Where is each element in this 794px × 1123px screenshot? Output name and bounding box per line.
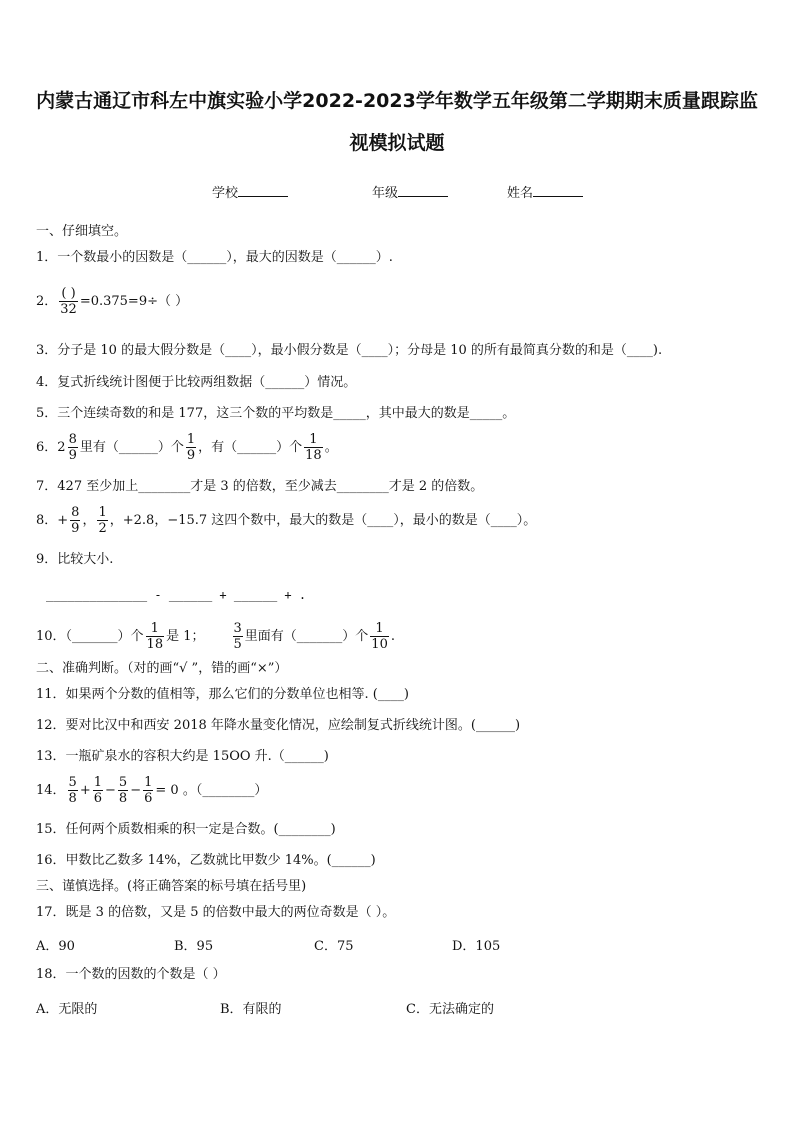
q2-numerator: ( ) [59, 286, 78, 302]
q10-fraction-3 [370, 621, 389, 652]
q10-f3-numerator: 1 [370, 621, 389, 637]
q6-whole: 2 [57, 440, 66, 455]
q6-mixed-number [57, 432, 80, 463]
q10-f1-numerator: 1 [146, 621, 165, 637]
q17-option-d: D．105 [452, 939, 501, 954]
minus-sign: − [130, 783, 142, 798]
q10-text-2: 里面有（_______）个 [244, 629, 369, 644]
question-13: 13．一瓶矿泉水的容积大约是 15OO 升.（______) [36, 749, 329, 764]
question-4: 4．复式折线统计图便于比较两组数据（______）情况。 [36, 375, 357, 390]
q18-option-b: B．有限的 [220, 1002, 282, 1017]
question-10 [36, 621, 395, 652]
q10-fraction-2 [233, 621, 243, 652]
name-field [507, 182, 583, 201]
q14-a-numerator: 5 [68, 775, 77, 790]
question-8 [36, 505, 536, 536]
q6-f2-numerator: 1 [186, 432, 196, 447]
q2-fraction [59, 286, 78, 317]
q14-a-denominator: 8 [68, 791, 77, 806]
section2-heading: 二、准确判断。（对的画“√ ”，错的画“×”） [36, 661, 288, 676]
q8-f2-denominator: 2 [98, 521, 107, 536]
question-12: 12．要对比汉中和西安 2018 年降水量变化情况，应绘制复式折线统计图。(______) [36, 718, 521, 733]
q8-f1-numerator: 8 [71, 505, 80, 520]
q14-number: 14． [36, 783, 66, 798]
school-blank [238, 184, 288, 197]
school-label: 学校 [212, 186, 239, 201]
question-5: 5．三个连续奇数的和是 177，这三个数的平均数是_____，其中最大的数是_____。 [36, 406, 516, 421]
q2-denominator: 32 [60, 302, 77, 317]
question-17: 17．既是 3 的倍数，又是 5 的倍数中最大的两位奇数是（ ）。 [36, 905, 396, 920]
section3-heading: 三、谨慎选择。(将正确答案的标号填在括号里) [36, 879, 307, 894]
q8-suffix: ，+2.8，−15.7 这四个数中，最大的数是（____），最小的数是（____）。 [109, 513, 537, 528]
q14-d-numerator: 1 [144, 775, 153, 790]
q14-b-numerator: 1 [93, 775, 103, 790]
q10-end: . [390, 629, 395, 644]
q6-end: 。 [324, 440, 338, 455]
section1-heading: 一、仔细填空。 [36, 224, 128, 239]
q10-fraction-1 [146, 621, 165, 652]
exam-title-line2: 视模拟试题 [349, 132, 445, 154]
q17-option-a: A．90 [36, 939, 75, 954]
question-7: 7．427 至少加上________才是 3 的倍数，至少减去________才是 2 的倍数。 [36, 479, 484, 494]
minus-sign: − [105, 783, 116, 798]
question-18: 18．一个数的因数的个数是（ ） [36, 967, 226, 982]
q8-f1-denominator: 9 [71, 521, 80, 536]
question-1: 1．一个数最小的因数是（______），最大的因数是（______）. [36, 250, 393, 265]
q17-option-b: B．95 [174, 939, 214, 954]
question-16: 16．甲数比乙数多 14%，乙数就比甲数少 14%。(______) [36, 853, 376, 868]
question-14 [36, 775, 267, 806]
q14-d-denominator: 6 [144, 791, 153, 806]
q10-f1-denominator: 18 [146, 637, 164, 652]
q14-fraction-a [68, 775, 78, 806]
q2-equation: =0.375=9÷（ ） [79, 294, 189, 309]
q8-f2-numerator: 1 [98, 505, 107, 520]
q6-f3-numerator: 1 [304, 432, 323, 448]
q8-fraction-2 [97, 505, 107, 536]
q18-option-a: A．无限的 [36, 1002, 98, 1017]
q6-fraction-3 [304, 432, 323, 463]
q14-fraction-c [118, 775, 128, 806]
q10-prefix: 10．（_______）个 [36, 629, 144, 644]
q6-number: 6． [36, 440, 58, 455]
question-6 [36, 432, 338, 463]
q18-option-c: C．无法确定的 [406, 1002, 494, 1017]
q6-denominator: 9 [68, 448, 77, 463]
name-label: 姓名 [507, 186, 534, 201]
q14-b-denominator: 6 [93, 791, 103, 806]
q8-fraction-1 [70, 505, 80, 536]
grade-field [372, 182, 448, 201]
q14-fraction-d [143, 775, 153, 806]
question-11: 11．如果两个分数的值相等，那么它们的分数单位也相等. (____) [36, 687, 409, 702]
q14-c-denominator: 8 [118, 791, 128, 806]
q10-f3-denominator: 10 [371, 637, 388, 652]
name-blank [533, 184, 583, 197]
q6-text-2: ，有（______）个 [198, 440, 303, 455]
q10-f2-numerator: 3 [233, 621, 242, 636]
q10-f2-denominator: 5 [233, 637, 242, 652]
question-3: 3．分子是 10 的最大假分数是（____），最小假分数是（____）；分母是 10 的所有最简真分数的和是（____). [36, 343, 663, 358]
q6-f2-denominator: 9 [186, 448, 196, 463]
grade-label: 年级 [372, 186, 399, 201]
q6-numerator: 8 [68, 432, 77, 447]
q14-fraction-b [93, 775, 103, 806]
q17-option-c: C．75 [314, 939, 354, 954]
question-15: 15．任何两个质数相乘的积一定是合数。(________) [36, 822, 336, 837]
q8-prefix: 8．+ [36, 513, 69, 528]
q9-comparison-row: ______________ - ______ + ______ + . [46, 588, 307, 602]
q14-c-numerator: 5 [118, 775, 128, 790]
q6-fraction-2 [186, 432, 196, 463]
q2-number: 2． [36, 294, 58, 309]
question-2 [36, 286, 188, 317]
school-field [212, 182, 288, 201]
q6-f3-denominator: 18 [305, 448, 322, 463]
q6-text-1: 里有（______）个 [79, 440, 184, 455]
q14-suffix: = 0 。（________） [155, 783, 268, 798]
grade-blank [398, 184, 448, 197]
plus-sign: + [79, 783, 91, 798]
q10-text-1: 是 1； [166, 629, 205, 644]
exam-title-line1: 内蒙古通辽市科左中旗实验小学2022-2023学年数学五年级第二学期期末质量跟踪监 [36, 90, 758, 112]
question-9: 9．比较大小. [36, 552, 114, 567]
q8-separator: ， [82, 513, 96, 528]
